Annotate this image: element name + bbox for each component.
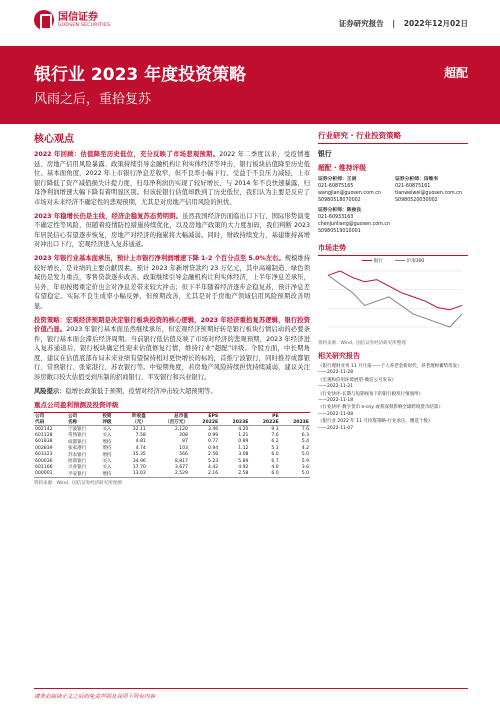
header-separator: | [392,19,396,28]
table-cell: 5.89 [238,458,249,464]
key-point-paragraph [34,316,310,383]
analyst-email: wangjian@guosen.com.cn [318,191,381,196]
table-cell: 7.6 [301,426,309,432]
table-header-cell: （百万元） [147,419,189,426]
table-cell: 5.23 [207,458,219,464]
table-cell: 4.74 [135,445,146,451]
related-report-title: 《行业快评-长期与短期视角下的银行板块行情演绎》 [318,391,424,397]
table-cell: 2,120 [174,426,188,432]
logo-icon [34,10,54,30]
table-cell: 601128 [35,432,53,438]
sidebar [318,130,468,433]
table-cell: 兴业银行 [67,465,87,471]
related-list [318,364,468,432]
key-point-lead: 投资策略：宏观经济预期是决定银行板块投资的核心逻辑，2023 年经济重拾复苏逻辑，银行投资价值凸显。 [34,316,310,334]
table-cell: 常熟银行 [67,433,87,439]
table-header-cell: 2022E [189,419,219,426]
table-cell: 5.0 [301,452,309,458]
analyst-card [318,176,391,204]
table-cell: 7.6 [271,432,279,438]
table-cell: 2.16 [189,471,219,478]
header-meta [339,18,468,29]
key-point-body: 虽然我国经济仍面临出口下行，国际形势演变不确定性等风险，但随着疫情防控措施持续优化，以及房地产政策的大力度加码，我们判断 2023 年居民信心有望逐步恢复，房地产对经济的拖累将大幅减弱。同时，财政持续发力，基建维持高增对冲出口下行，宏观经济进入复苏通道。 [34,212,310,249]
related-report-title: 《宏观和信用环境展望-微信公号发布》 [318,377,397,383]
table-cell: 2.58 [219,471,249,478]
table-cell: 566 [179,452,188,458]
table-cell: 增持 [102,439,112,445]
analyst-cert: S0980518070002 [318,198,361,203]
related-report-title: 《银行业 2022 年 11 月投资策略-行业承压，精选个股》 [318,419,433,425]
rating-badge: 超配 [443,66,468,80]
table-cell: 招商银行 [67,459,87,464]
table-cell: 0.99 [207,432,219,438]
table-cell: 5.9 [301,458,309,464]
logo-name-cn: 国信证券 [58,12,98,23]
report-date: 2022年12月02日 [403,19,468,28]
analyst-title: 证券分析师：田维韦 [395,177,439,182]
analyst-title: 证券分析师：陈俊良 [318,208,362,213]
table-cell: 5.1 [271,445,279,451]
analyst-email: chenjunliang@guosen.com.cn [318,222,391,227]
related-report-date: ——2022-11-28 [318,370,354,376]
table-cell: 208 [179,432,188,438]
analyst-list [318,176,468,238]
table-cell: 增持 [102,452,112,458]
table-cell: 买入 [102,433,112,439]
table-cell: 34.96 [132,458,146,464]
table-header-cell: 评级 [101,419,120,426]
table-cell: 601166 [35,464,53,470]
page-header [0,0,500,40]
legend-item [362,258,383,264]
industry-rating: 超配 · 维持评级 [318,164,367,172]
related-report-date: ——2022-11-18 [318,398,354,404]
table-cell: 买入 [102,465,112,471]
legend-swatch [362,260,372,262]
table-source: 资料来源：Wind、国信证券经济研究所预测 [34,480,122,486]
key-point-paragraph [34,150,310,208]
table-row [34,471,310,478]
table-cell: 4.0 [271,464,279,470]
key-point-paragraph [34,387,310,397]
table-cell: 002839 [35,445,53,451]
table-cell: 6.0 [271,452,279,458]
table-cell: 2.56 [207,452,219,458]
table-cell: 103 [179,445,188,451]
key-point-lead: 2023 年稳增长仍是主线，经济企稳复苏态势明朗。 [34,212,182,220]
table-cell: 5.0 [280,471,310,478]
table-cell: 宁波银行 [67,427,87,433]
table-cell: 4.92 [238,464,249,470]
section-title: 核心观点 [34,134,74,145]
series-line-1 [328,275,462,327]
table-cell: 买入 [102,427,112,433]
table-cell: 苏农银行 [67,452,87,458]
table-cell: 4.2 [301,445,309,451]
table-cell: 成都银行 [67,439,87,445]
table-cell: 6.3 [301,432,309,438]
table-cell: 4.42 [207,464,219,470]
key-point-lead: 2022 年回顾：估值降至历史低位，充分反映了市场悲观预期。 [34,151,220,158]
related-title: 相关研究报告 [318,352,360,360]
key-point-body: 2022 年二季度以来，受疫情蔓延、房地产信用风险暴露、政策持续引导金融机构让利实体经济等冲击，银行板块估值降至历史低位。基本面角度，2022 年上市银行净息差收窄，但不良率小幅下行。受益于不良压力减轻，上市银行降低了资产减值损失计提力度，归母净利润仍实现了较好增长，与 2014 年不良快速暴露，归母净利润增速大幅下降有着明显区别。但该轮银行估值却跌到了历史低位，我们认为主要是反应了市场对未来经济不确定性的悲观预期，尤其是对房地产信用风险的担忧。 [34,151,310,206]
related-report-date: ——2022-11-07 [318,425,354,431]
table-header-cell: 代码 [34,419,67,426]
related-report-title: 《银行理财业务 11 月月报——个人养老金新时代，养老理财蓄势待发》 [318,364,462,369]
table-cell: 13.03 [120,471,147,478]
table-header-cell: 总市值 [147,413,189,420]
table-cell: 0.89 [238,439,249,445]
legend-swatch [395,260,405,262]
analyst-phone: 021-60875161 [395,184,431,189]
analyst-card [395,176,468,204]
key-point-body: 稳增长政策低于预期，疫情对经济冲击较大超预期等。 [65,387,217,395]
table-header-cell: 2023E [280,419,310,426]
table-cell: 5.4 [301,439,309,445]
legend-item [395,258,425,264]
industry-name: 银行 [318,150,332,158]
title-banner [0,46,500,124]
table-cell: 8,817 [174,458,188,464]
table-cell: 0.94 [207,445,219,451]
analyst-card [318,207,391,235]
analyst-cert: S0980519010001 [318,229,361,234]
market-trend-chart [318,265,468,335]
table-cell: 平安银行 [67,471,101,478]
sidebar-header: 行业研究 · 行业投资策略 [318,130,468,144]
analyst-phone: 021-60933163 [318,215,354,220]
logo-name-en: GUOSEN SECURITIES [58,23,111,28]
analyst-email: tianweiwei@guosen.com.cn [395,191,462,196]
table-header-cell: PE [249,413,279,420]
company-logo [34,10,110,30]
table-cell: 6.2 [271,439,279,445]
table-cell: 3.46 [207,426,219,432]
table-header-cell: 2022E [249,419,279,426]
page-footer: 请务必阅读正文之后的免责声明及其项下所有内容 [34,688,468,700]
table-header-cell: （元） [120,419,147,426]
table-cell: 000001 [34,471,67,478]
report-subtitle: 风雨之后，重拾复苏 [34,92,152,107]
table-cell: 6.0 [249,471,279,478]
key-point-body: 规模维持较好增长，是业绩的主要贡献因素。预计 2023 年新增贷款约 23 万亿元，其中高端制造、绿色领域仍是发力重点，零售贷款逐步改善。政策继续引导金融机构让利实体经济，上半年净息差承压，另外，年初按揭重定价也会对净息差带来较大冲击；但下半年随着经济逐步企稳复苏，预计净息差有望稳定。实际不良生成率小幅反弹，但预期改善，尤其是对于房地产领域信用风险预期改善明显。 [34,254,311,310]
table-cell: 4.20 [238,426,249,432]
table-cell: 3,677 [174,464,188,470]
table-cell: 0.77 [207,439,219,445]
key-point-lead: 风险提示： [34,387,66,395]
key-point-paragraph [34,254,310,312]
table-cell: 600036 [35,458,53,464]
related-report-title: 《行业快评-数字货币 e-cny 或将深刻影响全球跨境货币结算》 [318,405,443,411]
legend-label: 银行 [373,259,383,264]
analyst-title: 证券分析师：王剑 [318,177,357,182]
key-points [34,150,310,396]
table-cell: 603323 [35,452,53,458]
table-header-cell: 公司 [34,413,67,420]
report-title: 银行业 2023 年度投资策略 [34,65,247,85]
table-cell: 买入 [102,459,112,464]
table-cell: 9.3 [271,426,279,432]
forecast-table [34,412,310,477]
key-point-lead: 2023 年银行业基本面承压，预计上市银行净利润增速下降 1-2 个百分点至 5.0%左右。 [34,254,285,262]
table-cell: 15.35 [132,452,146,458]
series-line-0 [328,271,462,310]
table-header-cell: 名称 [67,419,101,426]
table-cell: 4.81 [135,439,146,445]
table-cell: 17.70 [132,464,146,470]
chart-source: 资料来源：Wind、国信证券经济研究所整理 [318,341,406,346]
table-cell: 87 [182,439,188,445]
table-header-cell: EPS [189,413,219,420]
table-cell: 002142 [35,426,53,432]
table-cell: 601838 [35,439,53,445]
related-report-date: ——2022-11-21 [318,384,354,390]
table-cell: 6.7 [271,458,279,464]
chart-title: 市场走势 [318,243,468,256]
table-cell: 3.08 [238,452,249,458]
table-header-cell: 公司 [67,413,101,420]
legend-label: 沪深300 [406,259,425,264]
table-cell: 32.11 [132,426,146,432]
table-cell: 1.12 [238,445,249,451]
table-cell: 2,529 [147,471,189,478]
table-header-cell: 投资 [101,413,120,420]
related-report-date: ——2022-11-08 [318,411,354,417]
chart-legend [318,258,468,264]
report-type: 证券研究报告 [338,19,384,28]
table-cell: 增持 [102,446,112,452]
table-title: 重点公司盈利预测及投资评级 [34,401,119,410]
table-header-cell: 昨收盘 [120,413,147,420]
table-header-cell: 2023E [219,419,249,426]
table-cell: 7.58 [135,432,146,438]
analyst-cert: S0980520030002 [395,198,438,203]
table-cell: 1.21 [238,432,249,438]
key-point-body: 2023 年银行基本面虽然继续承压，但宏观经济预期好转是银行板块行情启动的必要条件，银行基本面会滞后经济周期。当前银行低估值反映了市场对经济的悲观预期，2023 年经济进入复苏通道后，银行板块确定性迎来估值修复行情，维持行业“超配”评级。个股方面，中长期角度，建议在估值底部布局未来业绩有望保持相对更快增长的标的，首推宁波银行，同时推荐成都银行、常熟银行、张家港行、苏农银行等。中短期角度，若房地产风险持续担忧持续减弱，建议关注涉房敞口较大估值受到压制的招商银行、平安银行和兴业银行。 [34,326,310,382]
table-cell: 3.6 [301,464,309,470]
main-column [34,130,310,486]
key-point-paragraph [34,212,310,250]
table-cell: 张家港行 [67,446,87,452]
table-cell: 增持 [101,471,120,478]
analyst-phone: 021-60875165 [318,184,354,189]
